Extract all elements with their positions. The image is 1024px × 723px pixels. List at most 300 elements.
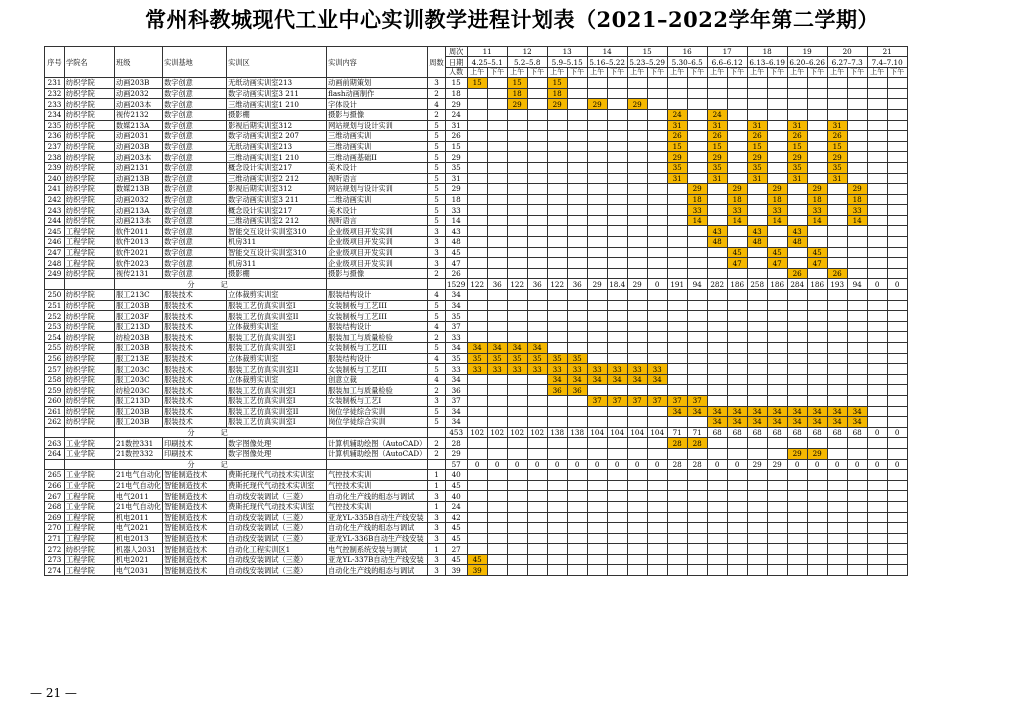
table-row	[45, 523, 908, 534]
schedule-slot	[487, 565, 507, 576]
schedule-slot	[567, 554, 587, 565]
schedule-slot	[847, 152, 867, 163]
schedule-slot	[627, 343, 647, 354]
schedule-slot	[607, 353, 627, 364]
row-base: 智能制造技术	[163, 491, 227, 502]
schedule-slot: 34	[727, 406, 747, 417]
row-class: 数媒213B	[115, 184, 163, 195]
row-seq	[45, 279, 65, 290]
row-college	[65, 459, 115, 470]
row-people: 39	[445, 565, 467, 576]
schedule-slot	[727, 385, 747, 396]
schedule-slot	[487, 173, 507, 184]
header-week-date: 4.25–5.1	[467, 57, 507, 67]
schedule-slot	[647, 131, 667, 142]
row-class: 服工203B	[115, 406, 163, 417]
schedule-slot	[727, 364, 747, 375]
schedule-slot	[867, 258, 887, 269]
schedule-slot	[607, 290, 627, 301]
row-weeks: 5	[428, 141, 445, 152]
schedule-slot	[667, 448, 687, 459]
schedule-slot	[527, 205, 547, 216]
schedule-slot	[687, 290, 707, 301]
row-content: 美术设计	[327, 162, 428, 173]
schedule-slot	[787, 523, 807, 534]
schedule-slot	[587, 173, 607, 184]
schedule-slot	[687, 353, 707, 364]
schedule-slot	[747, 544, 767, 555]
schedule-slot	[887, 406, 907, 417]
subtotal-people: 1529	[447, 279, 466, 289]
row-content: 亚龙YL-336B自动生产线安装	[327, 533, 428, 544]
schedule-slot	[587, 194, 607, 205]
subtotal-slot: 258	[747, 279, 767, 290]
table-row	[45, 544, 908, 555]
schedule-slot	[887, 395, 907, 406]
schedule-slot	[467, 480, 487, 491]
schedule-slot	[627, 152, 647, 163]
row-weeks: 5	[428, 162, 445, 173]
schedule-slot	[727, 533, 747, 544]
row-base: 智能制造技术	[163, 523, 227, 534]
row-class: 机电2013	[115, 533, 163, 544]
header-week-number: 15	[627, 47, 667, 57]
schedule-slot	[767, 512, 787, 523]
schedule-slot	[567, 215, 587, 226]
schedule-slot	[587, 554, 607, 565]
row-seq: 258	[45, 374, 65, 385]
schedule-slot	[587, 141, 607, 152]
table-row	[45, 290, 908, 301]
schedule-slot	[527, 374, 547, 385]
row-seq: 272	[45, 544, 65, 555]
schedule-slot: 29	[727, 184, 747, 195]
row-content	[327, 427, 428, 438]
row-seq: 265	[45, 470, 65, 481]
header-week-number: 19	[787, 47, 827, 57]
schedule-slot: 37	[587, 395, 607, 406]
row-college: 纺织学院	[65, 141, 115, 152]
schedule-slot	[587, 311, 607, 322]
row-base: 服装技术	[163, 406, 227, 417]
schedule-slot	[827, 523, 847, 534]
schedule-slot	[667, 268, 687, 279]
subtotal-slot: 29	[627, 279, 647, 290]
schedule-slot	[547, 300, 567, 311]
schedule-slot	[867, 311, 887, 322]
schedule-slot	[567, 268, 587, 279]
table-row	[45, 131, 908, 142]
row-weeks: 3	[428, 565, 445, 576]
row-seq: 273	[45, 554, 65, 565]
row-weeks: 5	[428, 184, 445, 195]
schedule-slot	[867, 332, 887, 343]
schedule-slot	[747, 374, 767, 385]
schedule-slot	[707, 501, 727, 512]
schedule-slot	[667, 417, 687, 428]
schedule-slot	[747, 438, 767, 449]
schedule-slot	[627, 268, 647, 279]
subtotal-label: 分记	[115, 459, 327, 470]
schedule-slot: 48	[707, 237, 727, 248]
schedule-slot	[487, 268, 507, 279]
schedule-slot	[847, 438, 867, 449]
row-base: 数字创意	[163, 99, 227, 110]
schedule-slot	[567, 120, 587, 131]
schedule-slot: 31	[667, 120, 687, 131]
row-seq: 245	[45, 226, 65, 237]
row-seq: 267	[45, 491, 65, 502]
schedule-slot	[587, 268, 607, 279]
schedule-slot	[847, 343, 867, 354]
row-college: 纺织学院	[65, 109, 115, 120]
row-base: 服装技术	[163, 364, 227, 375]
row-content: 服装结构设计	[327, 353, 428, 364]
schedule-slot	[567, 88, 587, 99]
schedule-slot	[767, 120, 787, 131]
schedule-slot	[747, 480, 767, 491]
schedule-slot	[747, 523, 767, 534]
schedule-slot	[547, 343, 567, 354]
schedule-slot: 45	[727, 247, 747, 258]
schedule-slot	[707, 332, 727, 343]
row-content: 亚龙YL-337B自动生产线安装	[327, 554, 428, 565]
schedule-slot	[647, 290, 667, 301]
schedule-slot	[887, 152, 907, 163]
row-class: 服工203B	[115, 300, 163, 311]
schedule-slot	[867, 162, 887, 173]
schedule-slot	[627, 406, 647, 417]
row-area: 智能交互设计实训室310	[227, 247, 327, 258]
schedule-slot	[587, 290, 607, 301]
schedule-slot	[827, 533, 847, 544]
schedule-slot: 35	[667, 162, 687, 173]
schedule-slot	[687, 512, 707, 523]
schedule-slot	[787, 321, 807, 332]
row-people: 31	[445, 120, 467, 131]
row-college: 纺织学院	[65, 194, 115, 205]
row-seq: 240	[45, 173, 65, 184]
schedule-slot	[467, 141, 487, 152]
schedule-slot	[547, 406, 567, 417]
row-college	[65, 427, 115, 438]
schedule-slot	[527, 226, 547, 237]
row-class: 电气2021	[115, 523, 163, 534]
schedule-slot: 34	[767, 406, 787, 417]
schedule-slot: 35	[547, 353, 567, 364]
schedule-slot	[467, 448, 487, 459]
schedule-slot	[667, 247, 687, 258]
schedule-slot: 29	[747, 152, 767, 163]
subtotal-slot: 29	[747, 459, 767, 470]
schedule-slot	[467, 512, 487, 523]
schedule-slot	[847, 448, 867, 459]
row-base: 印刷技术	[163, 438, 227, 449]
schedule-slot	[807, 152, 827, 163]
schedule-slot	[807, 268, 827, 279]
schedule-slot	[747, 491, 767, 502]
schedule-slot	[607, 311, 627, 322]
schedule-slot	[627, 512, 647, 523]
schedule-slot	[527, 99, 547, 110]
schedule-slot	[727, 109, 747, 120]
table-row	[45, 438, 908, 449]
schedule-slot: 31	[667, 173, 687, 184]
schedule-slot	[567, 533, 587, 544]
schedule-slot	[727, 321, 747, 332]
table-row	[45, 364, 908, 375]
schedule-slot	[507, 448, 527, 459]
schedule-slot	[567, 417, 587, 428]
schedule-slot: 34	[467, 343, 487, 354]
header-pm: 下午	[607, 67, 627, 77]
schedule-slot	[567, 173, 587, 184]
schedule-slot: 14	[807, 215, 827, 226]
schedule-slot	[867, 205, 887, 216]
schedule-slot	[867, 353, 887, 364]
row-seq: 246	[45, 237, 65, 248]
schedule-slot	[887, 565, 907, 576]
schedule-table	[44, 46, 908, 576]
schedule-slot	[767, 364, 787, 375]
row-college: 纺织学院	[65, 311, 115, 322]
schedule-slot	[507, 565, 527, 576]
schedule-slot	[587, 343, 607, 354]
schedule-slot	[567, 184, 587, 195]
schedule-slot	[807, 226, 827, 237]
row-college: 纺织学院	[65, 152, 115, 163]
schedule-slot	[667, 533, 687, 544]
schedule-slot	[507, 417, 527, 428]
row-class: 服工203F	[115, 311, 163, 322]
schedule-slot	[627, 131, 647, 142]
schedule-slot	[847, 470, 867, 481]
schedule-slot	[547, 131, 567, 142]
schedule-slot	[727, 99, 747, 110]
schedule-slot	[667, 544, 687, 555]
schedule-slot	[567, 523, 587, 534]
subtotal-slot: 0	[847, 459, 867, 470]
schedule-slot: 18	[807, 194, 827, 205]
schedule-slot	[767, 226, 787, 237]
schedule-slot	[727, 448, 747, 459]
schedule-slot	[487, 544, 507, 555]
subtotal-slot: 0	[807, 459, 827, 470]
schedule-slot	[687, 78, 707, 89]
schedule-slot	[467, 533, 487, 544]
schedule-slot	[627, 205, 647, 216]
schedule-slot	[807, 364, 827, 375]
schedule-slot	[627, 173, 647, 184]
schedule-slot: 47	[807, 258, 827, 269]
schedule-slot	[727, 290, 747, 301]
schedule-slot	[467, 470, 487, 481]
row-seq	[45, 427, 65, 438]
schedule-slot: 34	[627, 374, 647, 385]
row-content	[327, 459, 428, 470]
schedule-slot	[687, 173, 707, 184]
row-college: 纺织学院	[65, 374, 115, 385]
subtotal-slot: 28	[687, 459, 707, 470]
row-college: 纺织学院	[65, 268, 115, 279]
row-base: 数字创意	[163, 258, 227, 269]
row-content: 女装制板与工艺III	[327, 343, 428, 354]
row-people: 48	[445, 237, 467, 248]
schedule-slot	[487, 237, 507, 248]
schedule-slot	[787, 385, 807, 396]
schedule-slot	[527, 184, 547, 195]
schedule-slot	[507, 523, 527, 534]
table-row	[45, 353, 908, 364]
row-content: 服装结构设计	[327, 321, 428, 332]
schedule-slot	[487, 374, 507, 385]
schedule-slot	[887, 480, 907, 491]
schedule-slot	[807, 523, 827, 534]
schedule-slot	[567, 258, 587, 269]
schedule-slot	[547, 501, 567, 512]
header-pm: 下午	[527, 67, 547, 77]
subtotal-row	[45, 279, 908, 290]
schedule-slot	[707, 395, 727, 406]
row-people: 24	[445, 501, 467, 512]
schedule-slot	[887, 78, 907, 89]
schedule-slot: 26	[827, 268, 847, 279]
schedule-slot	[747, 332, 767, 343]
schedule-slot: 48	[787, 237, 807, 248]
row-seq: 247	[45, 247, 65, 258]
table-row	[45, 141, 908, 152]
row-weeks	[428, 459, 445, 470]
row-base: 数字创意	[163, 88, 227, 99]
schedule-slot: 34	[807, 406, 827, 417]
schedule-slot	[887, 353, 907, 364]
schedule-slot	[827, 343, 847, 354]
schedule-slot: 29	[807, 184, 827, 195]
schedule-slot	[807, 88, 827, 99]
schedule-slot: 35	[787, 162, 807, 173]
schedule-slot	[587, 237, 607, 248]
row-base: 智能制造技术	[163, 533, 227, 544]
schedule-slot	[587, 258, 607, 269]
schedule-slot	[767, 78, 787, 89]
schedule-slot: 33	[507, 364, 527, 375]
schedule-slot	[887, 120, 907, 131]
schedule-slot	[787, 533, 807, 544]
schedule-slot	[867, 364, 887, 375]
subtotal-slot: 0	[827, 459, 847, 470]
row-content: 服装加工与质量检验	[327, 385, 428, 396]
row-people: 35	[445, 162, 467, 173]
schedule-slot	[707, 194, 727, 205]
schedule-slot	[707, 491, 727, 502]
row-area: 影视后期实训室312	[227, 120, 327, 131]
schedule-slot	[867, 448, 887, 459]
schedule-slot	[507, 268, 527, 279]
schedule-slot: 34	[607, 374, 627, 385]
schedule-slot: 35	[707, 162, 727, 173]
table-row	[45, 173, 908, 184]
subtotal-slot: 104	[627, 427, 647, 438]
schedule-slot	[547, 512, 567, 523]
row-college: 纺织学院	[65, 343, 115, 354]
schedule-slot	[607, 448, 627, 459]
schedule-slot	[547, 480, 567, 491]
schedule-slot	[627, 226, 647, 237]
header-am: 上午	[667, 67, 687, 77]
schedule-slot	[587, 438, 607, 449]
schedule-slot	[667, 332, 687, 343]
schedule-slot	[647, 173, 667, 184]
schedule-slot	[647, 141, 667, 152]
schedule-slot	[847, 364, 867, 375]
schedule-slot	[607, 226, 627, 237]
row-area: 服装工艺仿真实训室I	[227, 300, 327, 311]
row-area: 自动线安装调试（三菱）	[227, 512, 327, 523]
schedule-slot: 18	[767, 194, 787, 205]
row-people: 36	[445, 385, 467, 396]
schedule-slot	[767, 353, 787, 364]
row-weeks: 4	[428, 99, 445, 110]
schedule-slot	[807, 321, 827, 332]
schedule-slot	[747, 88, 767, 99]
row-area: 数字动画实训室3 211	[227, 194, 327, 205]
row-weeks: 5	[428, 300, 445, 311]
schedule-slot: 33	[687, 205, 707, 216]
row-content: 计算机辅助绘图（AutoCAD）	[328, 449, 427, 459]
row-seq: 270	[45, 523, 65, 534]
schedule-slot	[827, 99, 847, 110]
subtotal-slot: 138	[547, 427, 567, 438]
schedule-slot	[787, 99, 807, 110]
schedule-slot	[647, 480, 667, 491]
row-seq: 249	[45, 268, 65, 279]
schedule-slot: 33	[527, 364, 547, 375]
schedule-slot	[467, 438, 487, 449]
schedule-slot	[687, 523, 707, 534]
row-weeks: 3	[428, 523, 445, 534]
schedule-slot	[767, 480, 787, 491]
row-college: 纺织学院	[65, 205, 115, 216]
schedule-slot	[467, 268, 487, 279]
row-weeks: 3	[428, 258, 445, 269]
header-base: 实训基地	[163, 47, 227, 78]
schedule-slot	[687, 385, 707, 396]
schedule-slot	[887, 438, 907, 449]
schedule-slot	[787, 353, 807, 364]
row-class: 服工203B	[115, 417, 163, 428]
row-class: 动画2032	[115, 88, 163, 99]
schedule-slot	[807, 109, 827, 120]
schedule-slot	[527, 385, 547, 396]
schedule-slot	[867, 99, 887, 110]
table-row	[45, 406, 908, 417]
schedule-slot	[867, 343, 887, 354]
schedule-slot	[487, 554, 507, 565]
schedule-slot	[867, 565, 887, 576]
row-seq: 244	[45, 215, 65, 226]
header-date: 日期	[445, 57, 467, 67]
subtotal-slot: 71	[687, 427, 707, 438]
row-content: 网站规划与设计实训	[327, 120, 428, 131]
schedule-slot	[747, 343, 767, 354]
schedule-slot	[607, 109, 627, 120]
row-people: 47	[445, 258, 467, 269]
row-seq: 250	[45, 290, 65, 301]
subtotal-slot: 0	[587, 459, 607, 470]
schedule-slot	[747, 205, 767, 216]
schedule-slot	[867, 438, 887, 449]
header-row-weeks	[45, 47, 908, 57]
